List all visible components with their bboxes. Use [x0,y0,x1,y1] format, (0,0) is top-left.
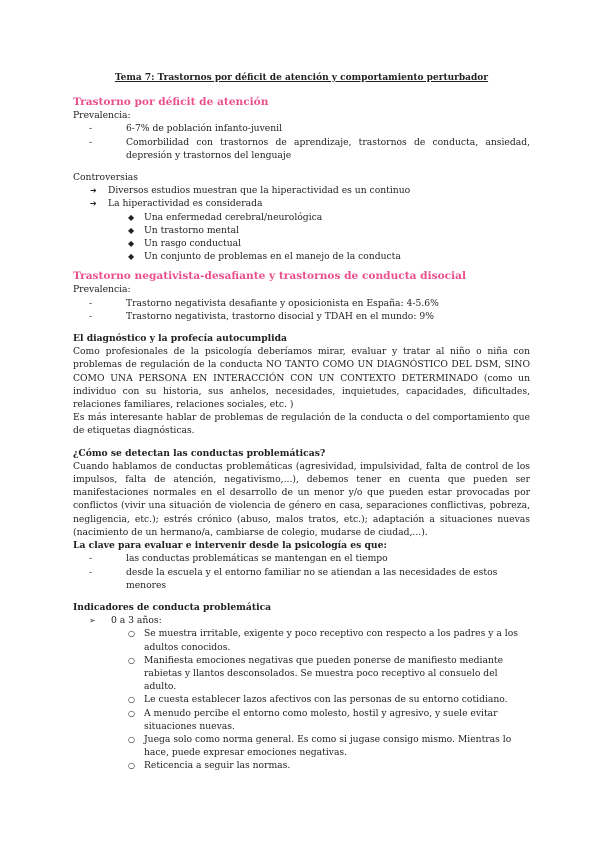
list-item: ➢ 0 a 3 años: [89,615,162,627]
list-item: ○ A menudo percibe el entorno como molesto, hostil y agresivo, y suele evitar situaciones nuevas. [128,707,498,732]
list-item: - Trastorno negativista, trastorno disocial y TDAH en el mundo: 9% [89,310,434,322]
dash-bullet: - [89,310,93,322]
list-item: - las conductas problemáticas se mantengan en el tiempo [89,553,388,565]
key-list [73,552,530,592]
list-item: ○ Se muestra irritable, exigente y poco receptivo con respecto a los padres y a los adultos conocidos. [128,628,518,653]
list-item: ◆ Un rasgo conductual [128,238,242,250]
diamond-bullet-icon: ◆ [128,252,135,262]
list-item: ◆ Un trastorno mental [128,224,240,236]
prevalence-label: Prevalencia: [73,110,131,122]
diamond-bullet-icon: ◆ [128,212,135,222]
section-heading-tnd: Trastorno negativista-desafiante y trastornos de conducta disocial [73,270,467,283]
controversies-list [73,184,530,210]
dash-bullet: - [89,136,93,148]
list-item: - Trastorno negativista desafiante y oposicionista en España: 4-5.6% [89,297,439,309]
circle-bullet-icon: ○ [128,761,135,771]
arrow-bullet-icon: ➔ [90,199,97,209]
section-heading-detection: ¿Cómo se detectan las conductas problemáticas? [73,447,326,459]
circle-bullet-icon: ○ [128,629,135,639]
list-item: - 6-7% de población infanto-juvenil [89,123,283,135]
prevalence-list [73,122,530,162]
dash-bullet: - [89,553,93,565]
diamond-bullet-icon: ◆ [128,239,135,249]
list-item: ○ Manifiesta emociones negativas que pueden ponerse de manifiesto mediante rabietas y llantos desconsolados. Se muestra poco receptivo al consuelo del adulto. [128,654,504,693]
list-item: ◆ Una enfermedad cerebral/neurológica [128,211,323,223]
indicators-list [73,627,530,772]
dash-bullet: - [89,297,93,309]
document-title: Tema 7: Trastornos por déficit de atención y comportamiento perturbador [114,73,489,83]
circle-bullet-icon: ○ [128,734,135,744]
dash-bullet: - [89,566,93,578]
section-heading-diagnosis: El diagnóstico y la profecía autocumplida [73,333,288,345]
circle-bullet-icon: ○ [128,708,135,718]
list-item: ➔ La hiperactividad es considerada [90,198,263,210]
triangle-bullet-icon: ➢ [89,616,96,626]
considered-list [73,211,530,264]
prevalence-label: Prevalencia: [73,284,131,296]
list-item: ➔ Diversos estudios muestran que la hiperactividad es un continuo [90,185,411,197]
list-item: - Comorbilidad con trastornos de aprendizaje, trastornos de conducta, ansiedad, depresión y trastornos del lenguaje [89,136,530,161]
list-item: ○ Le cuesta establecer lazos afectivos con las personas de su entorno cotidiano. [128,694,508,706]
list-item: ◆ Un conjunto de problemas en el manejo de la conducta [128,251,401,263]
list-item: - desde la escuela y el entorno familiar no se atiendan a las necesidades de estos menores [89,566,498,591]
diamond-bullet-icon: ◆ [128,225,135,235]
dash-bullet: - [89,123,93,135]
age-list [73,614,530,627]
paragraph: Cuando hablamos de conductas problemáticas (agresividad, impulsividad, falta de control de los impulsos, falta de atención, negativismo,...), debemos tener en cuenta que pueden ser manifestaciones normales en el desarrollo de un menor y/o que pueden estar provocadas por conflictos (vivir una situación de violencia de género en casa, separaciones conflictivas, pobreza, negligencia, etc.); estrés crónico (abuso, malos tratos, etc.); adaptación a situaciones nuevas (nacimiento de un hermano/a, cambiarse de colegio, mudarse de ciudad,...). [73,460,530,538]
list-item: ○ Reticencia a seguir las normas. [128,760,291,772]
paragraph: Como profesionales de la psicología deberíamos mirar, evaluar y tratar al niño o niña con problemas de regulación de la conducta NO TANTO COMO UN DIAGNÓSTICO DEL DSM, SINO COMO UNA PERSONA EN INTERACCIÓN CON UN CONTEXTO DETERMINADO (como un individuo con su historia, sus anhelos, necesidades, inquietudes, capacidades, dificultades, relaciones familiares, relaciones sociales, etc. ) [73,346,530,411]
paragraph: Es más interesante hablar de problemas de regulación de la conducta o del comportamiento que de etiquetas diagnósticas. [73,412,530,437]
circle-bullet-icon: ○ [128,695,135,705]
section-heading-indicators: Indicadores de conducta problemática [73,601,272,613]
prevalence-list [73,297,530,323]
document-page [73,72,530,773]
controversies-label: Controversias [73,172,138,184]
circle-bullet-icon: ○ [128,655,135,665]
key-label: La clave para evaluar e intervenir desde la psicología es que: [73,540,387,552]
section-heading-tda: Trastorno por déficit de atención [73,96,269,109]
list-item: ○ Juega solo como norma general. Es como si jugase consigo mismo. Mientras lo hace, puede expresar emociones negativas. [128,733,512,759]
arrow-bullet-icon: ➔ [90,186,97,196]
